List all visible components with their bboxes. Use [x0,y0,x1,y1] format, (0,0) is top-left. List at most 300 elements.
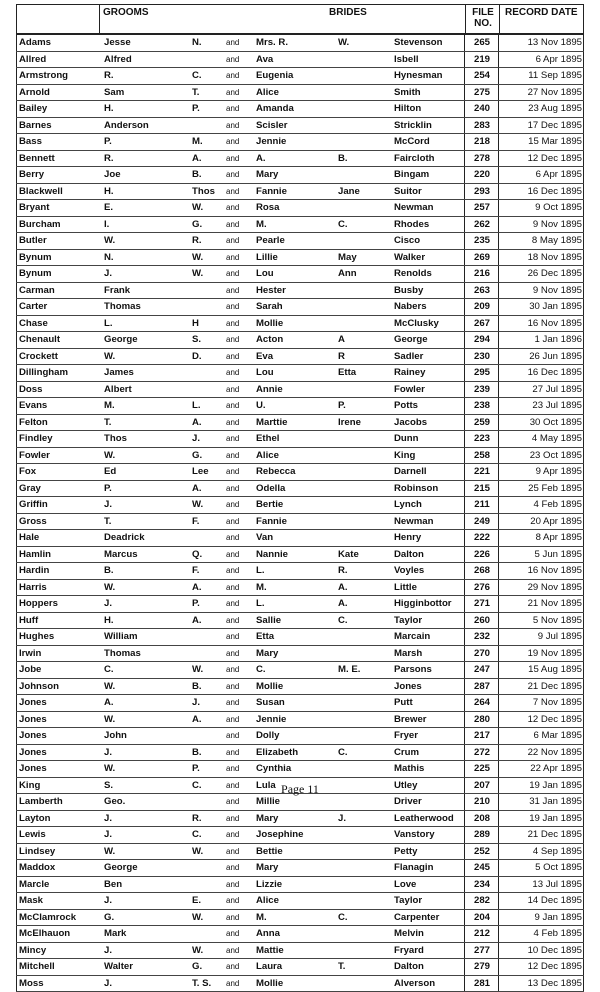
bride-first-name: Eva [256,349,273,365]
record-date: 21 Dec 1895 [502,827,582,843]
and-connector: and [226,266,239,282]
column-divider [583,365,584,381]
bride-first-name: Van [256,530,273,546]
and-connector: and [226,299,239,315]
bride-first-name: Mrs. R. [256,35,288,51]
groom-middle-initial: N. [192,35,202,51]
table-row [16,398,584,415]
column-divider [16,547,17,563]
bride-middle-name: J. [338,811,346,827]
bride-first-name: Marttie [256,415,287,431]
bride-first-name: Nannie [256,547,288,563]
column-divider [583,184,584,200]
column-divider [464,85,465,101]
and-connector: and [226,481,239,497]
column-divider [498,563,499,579]
column-divider [498,596,499,612]
file-number: 215 [468,481,496,497]
column-divider [16,382,17,398]
groom-middle-initial: P. [192,101,200,117]
record-date: 4 Sep 1895 [502,844,582,860]
column-divider [498,695,499,711]
column-divider [583,250,584,266]
table-row [16,316,584,333]
table-row [16,448,584,465]
column-divider [583,464,584,480]
bride-last-name: Marsh [394,646,422,662]
bride-first-name: C. [256,662,266,678]
record-date: 16 Dec 1895 [502,365,582,381]
bride-last-name: Carpenter [394,910,439,926]
groom-last-name: Felton [19,415,48,431]
column-divider [498,547,499,563]
table-row [16,85,584,102]
file-number: 220 [468,167,496,183]
groom-middle-initial: S. [192,332,201,348]
bride-last-name: McClusky [394,316,439,332]
column-divider [464,712,465,728]
column-divider [498,959,499,975]
record-date: 7 Nov 1895 [502,695,582,711]
groom-last-name: Hughes [19,629,54,645]
bride-last-name: McCord [394,134,430,150]
record-date: 26 Jun 1895 [502,349,582,365]
bride-first-name: Acton [256,332,283,348]
column-divider [498,613,499,629]
table-row [16,217,584,234]
record-date: 6 Apr 1895 [502,52,582,68]
file-number: 238 [468,398,496,414]
column-divider [583,200,584,216]
bride-last-name: King [394,448,415,464]
groom-first-name: Walter [104,959,133,975]
record-date: 20 Apr 1895 [502,514,582,530]
bride-first-name: L. [256,596,265,612]
groom-first-name: J. [104,943,112,959]
column-divider [464,184,465,200]
file-number: 279 [468,959,496,975]
bride-first-name: Mary [256,860,278,876]
bride-last-name: Putt [394,695,413,711]
column-divider [583,167,584,183]
table-row [16,893,584,910]
and-connector: and [226,68,239,84]
column-divider [16,811,17,827]
groom-middle-initial: M. [192,134,203,150]
column-divider [464,398,465,414]
column-divider [498,266,499,282]
bride-first-name: Lou [256,365,274,381]
bride-first-name: A. [256,151,266,167]
groom-last-name: Bynum [19,250,52,266]
column-divider [498,811,499,827]
file-number: 275 [468,85,496,101]
groom-first-name: H. [104,101,114,117]
groom-middle-initial: J. [192,695,200,711]
and-connector: and [226,860,239,876]
file-number: 217 [468,728,496,744]
and-connector: and [226,728,239,744]
groom-last-name: King [19,778,40,794]
groom-middle-initial: A. [192,613,202,629]
column-divider [583,629,584,645]
column-divider [464,349,465,365]
bride-last-name: Rainey [394,365,425,381]
table-row [16,332,584,349]
groom-last-name: Hale [19,530,39,546]
record-date: 18 Nov 1895 [502,250,582,266]
groom-middle-initial: R. [192,233,202,249]
groom-last-name: Gray [19,481,41,497]
column-divider [583,118,584,134]
groom-middle-initial: T. [192,85,199,101]
bride-last-name: Hynesman [394,68,443,84]
column-divider [583,580,584,596]
groom-first-name: W. [104,448,115,464]
bride-last-name: Renolds [394,266,432,282]
bride-first-name: Scisler [256,118,287,134]
record-date: 30 Jan 1895 [502,299,582,315]
groom-last-name: Burcham [19,217,61,233]
column-divider [16,184,17,200]
groom-first-name: S. [104,778,113,794]
column-divider [16,85,17,101]
groom-last-name: Hamlin [19,547,51,563]
record-date: 22 Nov 1895 [502,745,582,761]
column-divider [583,68,584,84]
column-divider [16,233,17,249]
column-divider [16,217,17,233]
file-number: 211 [468,497,496,513]
record-date: 5 Nov 1895 [502,613,582,629]
groom-first-name: W. [104,580,115,596]
and-connector: and [226,349,239,365]
column-divider [498,893,499,909]
column-divider [16,250,17,266]
groom-middle-initial: A. [192,151,202,167]
file-number: 272 [468,745,496,761]
groom-first-name: W. [104,679,115,695]
groom-last-name: Mask [19,893,43,909]
file-number: 294 [468,332,496,348]
column-divider [498,926,499,942]
groom-first-name: H. [104,613,114,629]
bride-last-name: Mathis [394,761,424,777]
groom-last-name: Harris [19,580,47,596]
file-number: 289 [468,827,496,843]
column-divider [498,860,499,876]
groom-last-name: Bennett [19,151,55,167]
and-connector: and [226,926,239,942]
column-divider [583,959,584,975]
bride-first-name: Elizabeth [256,745,298,761]
bride-first-name: Bettie [256,844,283,860]
bride-first-name: Josephine [256,827,303,843]
groom-middle-initial: P. [192,596,200,612]
bride-middle-name: A. [338,580,348,596]
column-divider [16,761,17,777]
groom-first-name: Mark [104,926,126,942]
column-divider [464,959,465,975]
and-connector: and [226,877,239,893]
bride-last-name: Dalton [394,959,424,975]
record-date: 12 Dec 1895 [502,959,582,975]
bride-first-name: Jennie [256,134,286,150]
table-row [16,52,584,69]
record-date: 12 Dec 1895 [502,151,582,167]
record-date: 30 Oct 1895 [502,415,582,431]
groom-last-name: Bailey [19,101,47,117]
column-divider [498,85,499,101]
groom-last-name: Huff [19,613,38,629]
bride-last-name: Utley [394,778,417,794]
bride-first-name: Mary [256,167,278,183]
bride-last-name: Jacobs [394,415,427,431]
bride-last-name: George [394,332,428,348]
file-number: 234 [468,877,496,893]
bride-last-name: Leatherwood [394,811,454,827]
column-divider [498,316,499,332]
bride-last-name: Cisco [394,233,420,249]
table-row [16,514,584,531]
column-divider [16,481,17,497]
column-divider [583,613,584,629]
groom-first-name: P. [104,481,112,497]
and-connector: and [226,646,239,662]
and-connector: and [226,398,239,414]
column-divider [16,662,17,678]
groom-last-name: Arnold [19,85,50,101]
column-divider [16,844,17,860]
table-row [16,844,584,861]
file-number: 218 [468,134,496,150]
table-row [16,629,584,646]
column-divider [498,332,499,348]
column-divider [16,745,17,761]
table-row [16,563,584,580]
groom-middle-initial: B. [192,745,202,761]
column-divider [498,431,499,447]
column-divider [16,877,17,893]
groom-last-name: Lamberth [19,794,63,810]
brides-header: BRIDES [329,7,367,18]
and-connector: and [226,217,239,233]
groom-middle-initial: A. [192,481,202,497]
column-divider [16,943,17,959]
file-number: 235 [468,233,496,249]
column-divider [16,415,17,431]
file-number: 259 [468,415,496,431]
record-date: 6 Apr 1895 [502,167,582,183]
column-divider [498,530,499,546]
bride-last-name: Darnell [394,464,427,480]
column-divider [464,217,465,233]
bride-first-name: Susan [256,695,285,711]
table-row [16,365,584,382]
table-row [16,728,584,745]
column-divider [464,844,465,860]
bride-first-name: U. [256,398,266,414]
file-number: 295 [468,365,496,381]
column-divider [583,877,584,893]
column-divider [16,728,17,744]
bride-last-name: Stevenson [394,35,443,51]
column-divider [464,530,465,546]
and-connector: and [226,662,239,678]
column-divider [498,976,499,992]
table-row [16,959,584,976]
table-row [16,250,584,267]
column-divider [16,101,17,117]
column-divider [464,266,465,282]
file-number: 262 [468,217,496,233]
file-number: 277 [468,943,496,959]
column-divider [583,547,584,563]
groom-first-name: H. [104,184,114,200]
record-date: 19 Nov 1895 [502,646,582,662]
and-connector: and [226,712,239,728]
record-date: 8 May 1895 [502,233,582,249]
groom-first-name: W. [104,349,115,365]
column-divider [583,398,584,414]
file-number: 204 [468,910,496,926]
groom-first-name: A. [104,695,114,711]
table-row [16,580,584,597]
record-date: 21 Dec 1895 [502,679,582,695]
bride-middle-name: Kate [338,547,359,563]
column-divider [583,893,584,909]
bride-last-name: Hilton [394,101,421,117]
bride-last-name: Higginbottor [394,596,452,612]
table-row [16,877,584,894]
groom-last-name: Carter [19,299,47,315]
groom-first-name: M. [104,398,115,414]
bride-first-name: M. [256,580,267,596]
bride-middle-name: R [338,349,345,365]
column-divider [498,151,499,167]
and-connector: and [226,613,239,629]
bride-last-name: Walker [394,250,425,266]
groom-middle-initial: A. [192,415,202,431]
table-row [16,860,584,877]
groom-last-name: Bryant [19,200,49,216]
bride-last-name: Newman [394,200,433,216]
column-divider [498,910,499,926]
bride-last-name: Potts [394,398,418,414]
record-date-header: RECORD DATE [505,7,578,18]
file-number: 249 [468,514,496,530]
column-divider [464,745,465,761]
groom-last-name: Maddox [19,860,55,876]
record-date: 4 Feb 1895 [502,926,582,942]
groom-first-name: Albert [104,382,132,398]
bride-first-name: Dolly [256,728,279,744]
column-divider [583,811,584,827]
and-connector: and [226,629,239,645]
record-date: 17 Dec 1895 [502,118,582,134]
groom-middle-initial: D. [192,349,202,365]
groom-last-name: Adams [19,35,51,51]
and-connector: and [226,811,239,827]
record-date: 10 Dec 1895 [502,943,582,959]
column-divider [583,662,584,678]
table-row [16,184,584,201]
record-date: 21 Nov 1895 [502,596,582,612]
table-row [16,530,584,547]
groom-middle-initial: J. [192,431,200,447]
groom-first-name: W. [104,712,115,728]
column-divider [498,415,499,431]
and-connector: and [226,596,239,612]
column-divider [498,283,499,299]
record-date: 31 Jan 1895 [502,794,582,810]
and-connector: and [226,35,239,51]
groom-last-name: Doss [19,382,42,398]
groom-middle-initial: B. [192,679,202,695]
and-connector: and [226,497,239,513]
file-number: 269 [468,250,496,266]
column-divider [16,514,17,530]
groom-first-name: Alfred [104,52,132,68]
record-date: 16 Nov 1895 [502,316,582,332]
column-divider [464,728,465,744]
file-number: 221 [468,464,496,480]
column-divider [583,299,584,315]
column-divider [583,266,584,282]
groom-middle-initial: C. [192,827,202,843]
bride-first-name: Jennie [256,712,286,728]
bride-middle-name: C. [338,613,348,629]
file-number: 226 [468,547,496,563]
record-date: 25 Feb 1895 [502,481,582,497]
and-connector: and [226,761,239,777]
groom-middle-initial: H [192,316,199,332]
groom-last-name: Irwin [19,646,41,662]
groom-last-name: Johnson [19,679,59,695]
groom-first-name: George [104,332,138,348]
groom-last-name: Crockett [19,349,58,365]
column-divider [16,134,17,150]
bride-middle-name: R. [338,563,348,579]
groom-first-name: Frank [104,283,130,299]
column-divider [583,563,584,579]
bride-last-name: Smith [394,85,421,101]
column-divider [464,332,465,348]
groom-middle-initial: Lee [192,464,209,480]
column-divider [498,448,499,464]
bride-middle-name: A. [338,596,348,612]
and-connector: and [226,431,239,447]
column-divider [583,35,584,51]
column-divider [583,910,584,926]
file-number: 263 [468,283,496,299]
and-connector: and [226,514,239,530]
column-divider [498,481,499,497]
column-divider [498,844,499,860]
bride-last-name: Taylor [394,893,422,909]
file-number: 232 [468,629,496,645]
groom-first-name: B. [104,563,114,579]
column-divider [464,860,465,876]
groom-last-name: Jones [19,728,47,744]
file-number: 267 [468,316,496,332]
column-divider [498,497,499,513]
groom-middle-initial: W. [192,200,203,216]
column-divider [464,431,465,447]
column-divider [583,728,584,744]
record-date: 8 Apr 1895 [502,530,582,546]
column-divider [498,217,499,233]
